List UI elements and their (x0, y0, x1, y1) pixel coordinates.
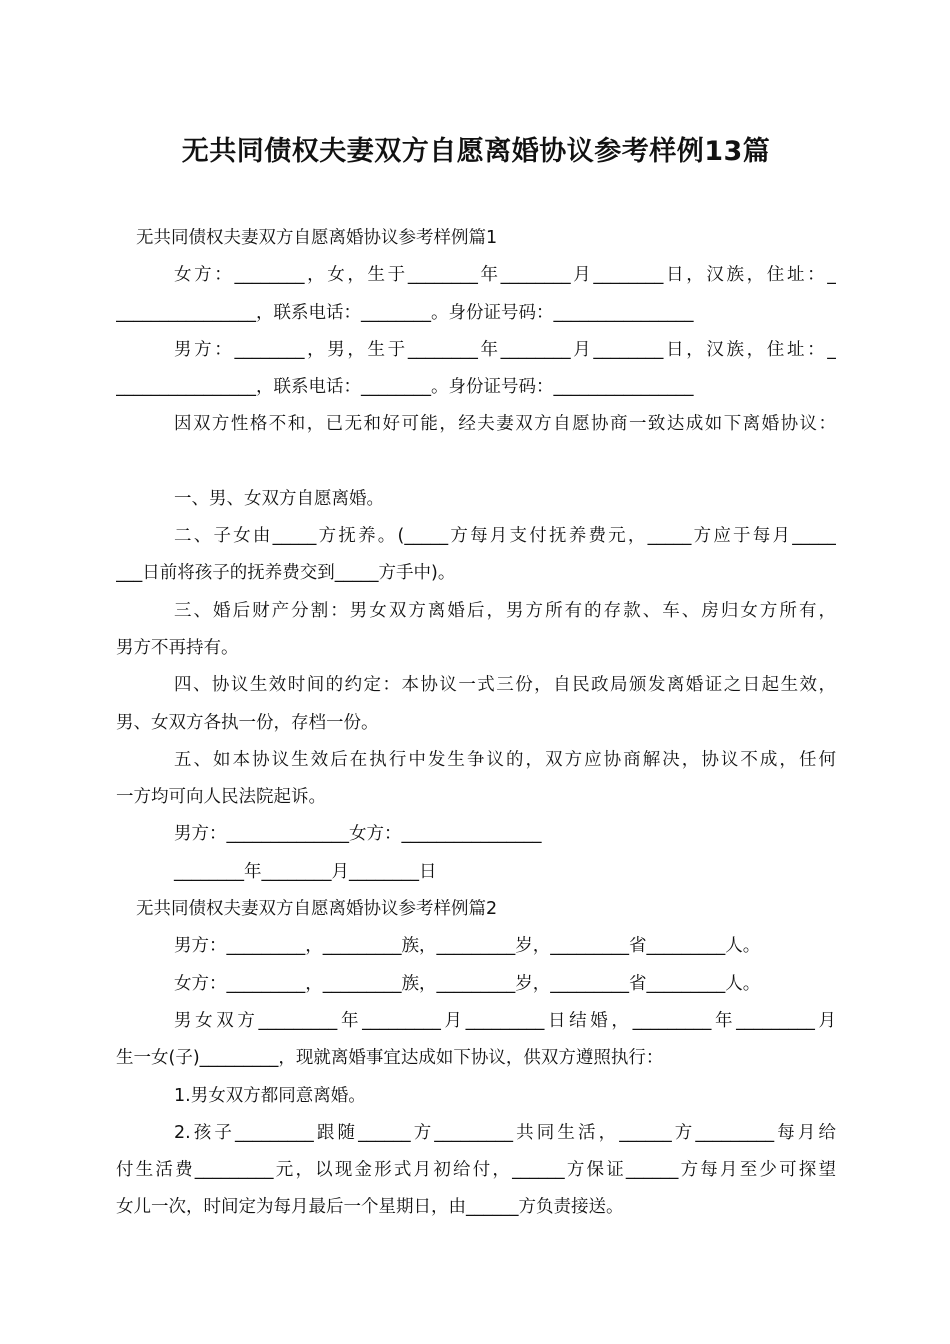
text-line: 因双方性格不和，已无和好可能，经夫妻双方自愿协商一致达成如下离婚协议： (174, 414, 836, 435)
text-line: 五、如本协议生效后在执行中发生争议的，双方应协商解决，协议不成，任何 (174, 749, 836, 770)
text-line: ________________，联系电话：________。身份证号码：________________ (116, 302, 694, 323)
section-heading: 无共同债权夫妻双方自愿离婚协议参考样例篇1 (136, 228, 498, 248)
text-line: 女儿一次，时间定为每月最后一个星期日，由______方负责接送。 (116, 1197, 624, 1218)
text-line: 男方：_________，_________族，_________岁，_________省_________人。 (174, 936, 761, 957)
blank-line (116, 444, 836, 481)
document-body (116, 220, 836, 1227)
text-line: 男方不再持有。 (116, 637, 239, 658)
section-heading: 无共同债权夫妻双方自愿离婚协议参考样例篇2 (136, 899, 498, 920)
text-line: 二、子女由_____方抚养。(_____方每月支付抚养费元，_____方应于每月_____ (174, 526, 836, 547)
text-line: 男女双方_________年_________月_________日结婚，_________年_________月 (174, 1010, 836, 1031)
text-line: 女方：_________，_________族，_________岁，_________省_________人。 (174, 973, 761, 994)
text-line: ________年________月________日 (174, 861, 437, 882)
text-line: 女方：________，女，生于________年________月________日，汉族，住址：_ (174, 265, 836, 286)
text-line: 生一女(子)_________，现就离婚事宜达成如下协议，供双方遵照执行： (116, 1048, 664, 1069)
text-line: 四、协议生效时间的约定：本协议一式三份，自民政局颁发离婚证之日起生效， (174, 675, 836, 696)
text-line: 1.男女双方都同意离婚。 (174, 1085, 366, 1106)
document-title: 无共同债权夫妻双方自愿离婚协议参考样例13篇 (181, 136, 771, 167)
text-line: ________________，联系电话：________。身份证号码：________________ (116, 377, 694, 398)
text-line: ___日前将孩子的抚养费交到_____方手中)。 (116, 563, 456, 584)
text-line: 三、婚后财产分割：男女双方离婚后，男方所有的存款、车、房归女方所有， (174, 600, 836, 621)
text-line: 男、女双方各执一份，存档一份。 (116, 712, 379, 733)
text-line: 男方：________，男，生于________年________月________日，汉族，住址：_ (174, 339, 836, 360)
text-line: 一、男、女双方自愿离婚。 (174, 488, 384, 509)
text-line: 男方：______________女方：________________ (174, 824, 542, 845)
text-line: 2.孩子_________跟随______方_________共同生活，______方_________每月给 (174, 1122, 836, 1143)
text-line: 一方均可向人民法院起诉。 (116, 787, 326, 808)
text-line: 付生活费_________元，以现金形式月初给付，______方保证______方每月至少可探望 (116, 1160, 836, 1181)
